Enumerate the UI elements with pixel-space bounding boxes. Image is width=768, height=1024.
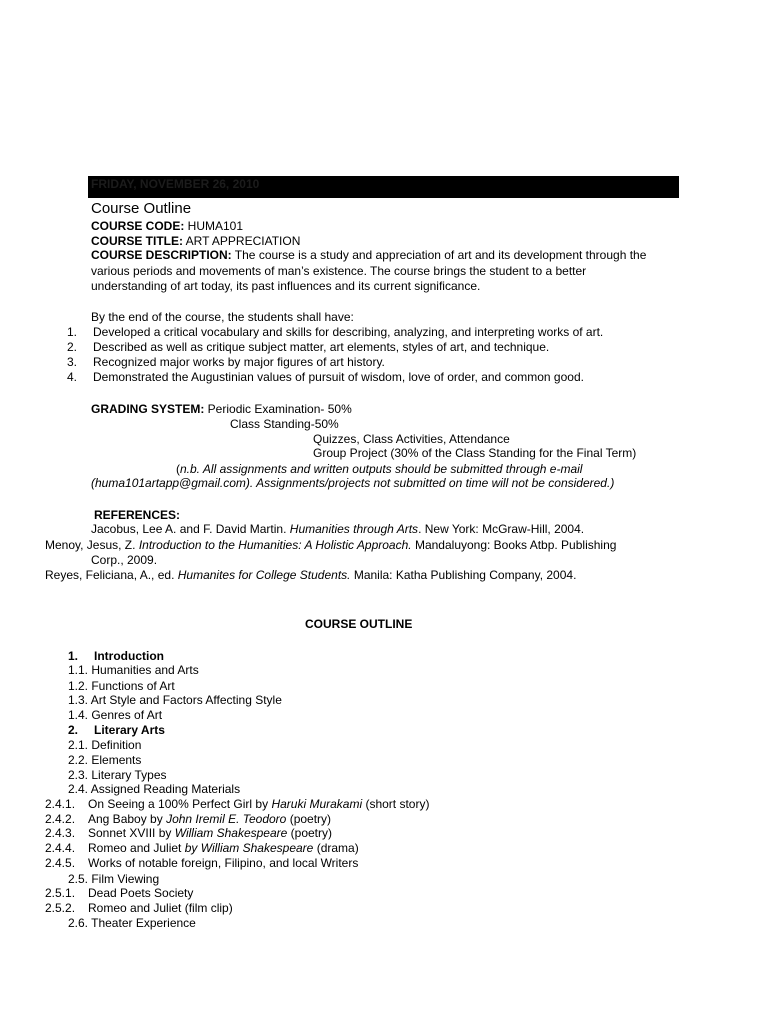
reference-author: Jacobus, Lee A. and F. David Martin.	[91, 522, 290, 536]
course-description-label: COURSE DESCRIPTION:	[91, 248, 232, 262]
objective-item	[67, 370, 584, 385]
course-title-label: COURSE TITLE:	[91, 234, 183, 248]
reading-author: John Iremil E. Teodoro	[166, 812, 287, 826]
film-number: 2.5.2.	[45, 901, 76, 915]
reference-author: Reyes, Feliciana, A., ed.	[45, 568, 178, 582]
date-header: FRIDAY, NOVEMBER 26, 2010	[91, 177, 260, 191]
grading-quizzes: Quizzes, Class Activities, Attendance	[313, 432, 510, 446]
objective-text: Developed a critical vocabulary and skills for describing, analyzing, and interpreting works of art.	[93, 325, 604, 339]
reference-item	[45, 538, 616, 553]
reference-publisher: Manila: Katha Publishing Company, 2004.	[350, 568, 577, 582]
reading-title: Romeo and Juliet	[88, 841, 185, 855]
reading-genre: (poetry)	[287, 826, 333, 840]
grading-group-project: Group Project (30% of the Class Standing for the Final Term)	[313, 446, 637, 460]
reading-title: Ang Baboy by	[88, 812, 167, 826]
reference-item	[91, 522, 584, 537]
course-title-value: ART APPRECIATION	[183, 234, 301, 248]
reading-item	[45, 826, 332, 841]
reading-item	[45, 797, 429, 812]
reference-title: Humanities through Arts	[289, 522, 419, 536]
outline-item: 1.1. Humanities and Arts	[68, 663, 199, 677]
reference-title: Humanites for College Students.	[177, 568, 351, 582]
course-code-value: HUMA101	[184, 219, 244, 233]
objective-item	[67, 340, 549, 355]
film-title: Romeo and Juliet (film clip)	[88, 901, 233, 915]
section-title: Literary Arts	[94, 723, 165, 737]
film-item	[45, 901, 233, 916]
reading-title: Works of notable foreign, Filipino, and local Writers	[88, 856, 359, 870]
course-title	[91, 234, 300, 249]
outline-section	[68, 723, 165, 738]
grading-note-line2: (huma101artapp@gmail.com). Assignments/projects not submitted on time will not be considered.)	[91, 476, 615, 490]
section-number: 2.	[68, 723, 79, 737]
film-number: 2.5.1.	[45, 886, 76, 900]
outline-item: 2.3. Literary Types	[68, 768, 167, 782]
course-description-line2: various periods and movements of man’s existence. The course brings the student to a better	[91, 264, 587, 278]
reading-genre: (short story)	[362, 797, 430, 811]
grading-class-standing: Class Standing-50%	[230, 417, 339, 431]
outline-item: 1.4. Genres of Art	[68, 708, 163, 722]
course-description	[91, 248, 646, 263]
section-title: Introduction	[94, 649, 164, 663]
reading-genre: (poetry)	[286, 812, 332, 826]
course-code-label: COURSE CODE:	[91, 219, 185, 233]
objective-number: 3.	[67, 355, 78, 369]
grading-periodic: Periodic Examination- 50%	[204, 402, 352, 416]
outline-item: 1.3. Art Style and Factors Affecting Style	[68, 693, 282, 707]
reading-number: 2.4.4.	[45, 841, 76, 855]
reference-publisher: Mandaluyong: Books Atbp. Publishing	[411, 538, 617, 552]
grading-label: GRADING SYSTEM:	[91, 402, 205, 416]
date-header-bar	[88, 176, 679, 198]
reading-author: Haruki Murakami	[271, 797, 363, 811]
reading-number: 2.4.5.	[45, 856, 76, 870]
outline-item: 2.5. Film Viewing	[68, 872, 160, 886]
reading-title: Sonnet XVIII by	[88, 826, 175, 840]
objective-text: Recognized major works by major figures of art history.	[93, 355, 385, 369]
objective-text: Described as well as critique subject matter, art elements, styles of art, and technique.	[93, 340, 550, 354]
reference-publisher: . New York: McGraw-Hill, 2004.	[418, 522, 585, 536]
outline-item: 2.6. Theater Experience	[68, 916, 196, 930]
section-number: 1.	[68, 649, 79, 663]
outline-item: 2.4. Assigned Reading Materials	[68, 782, 241, 796]
course-code	[91, 219, 243, 234]
reference-title: Introduction to the Humanities: A Holistic Approach.	[138, 538, 412, 552]
film-item	[45, 886, 193, 901]
grading-system	[91, 402, 352, 417]
reading-title: On Seeing a 100% Perfect Girl by	[88, 797, 272, 811]
objective-number: 4.	[67, 370, 78, 384]
grading-note	[176, 462, 582, 477]
reference-item	[45, 568, 576, 583]
film-title: Dead Poets Society	[88, 886, 194, 900]
reading-author: by William Shakespeare	[184, 841, 314, 855]
reading-number: 2.4.3.	[45, 826, 76, 840]
objectives-intro: By the end of the course, the students shall have:	[91, 310, 354, 324]
outline-item: 2.2. Elements	[68, 753, 142, 767]
document-title: Course Outline	[91, 200, 192, 217]
reading-author: William Shakespeare	[174, 826, 288, 840]
objective-text: Demonstrated the Augustinian values of pursuit of wisdom, love of order, and common good.	[93, 370, 584, 384]
grading-note-line1: n.b. All assignments and written outputs should be submitted through e-mail	[180, 462, 583, 476]
outline-item: 1.2. Functions of Art	[68, 679, 175, 693]
reference-author: Menoy, Jesus, Z.	[45, 538, 139, 552]
objective-item	[67, 325, 603, 340]
reading-item	[45, 841, 359, 856]
reading-number: 2.4.1.	[45, 797, 76, 811]
grading-note-open: (	[176, 462, 180, 476]
reading-item	[45, 812, 331, 827]
reading-genre: (drama)	[313, 841, 359, 855]
outline-section	[68, 649, 164, 664]
course-description-line1: The course is a study and appreciation of art and its development through the	[231, 248, 647, 262]
outline-heading: COURSE OUTLINE	[305, 617, 413, 631]
reference-continuation: Corp., 2009.	[91, 553, 158, 567]
objective-item	[67, 355, 385, 370]
outline-item: 2.1. Definition	[68, 738, 142, 752]
reading-item	[45, 856, 358, 871]
objective-number: 2.	[67, 340, 78, 354]
objective-number: 1.	[67, 325, 78, 339]
reading-number: 2.4.2.	[45, 812, 76, 826]
references-heading: REFERENCES:	[94, 508, 181, 522]
course-description-line3: understanding of art today, its past influences and its current significance.	[91, 279, 481, 293]
